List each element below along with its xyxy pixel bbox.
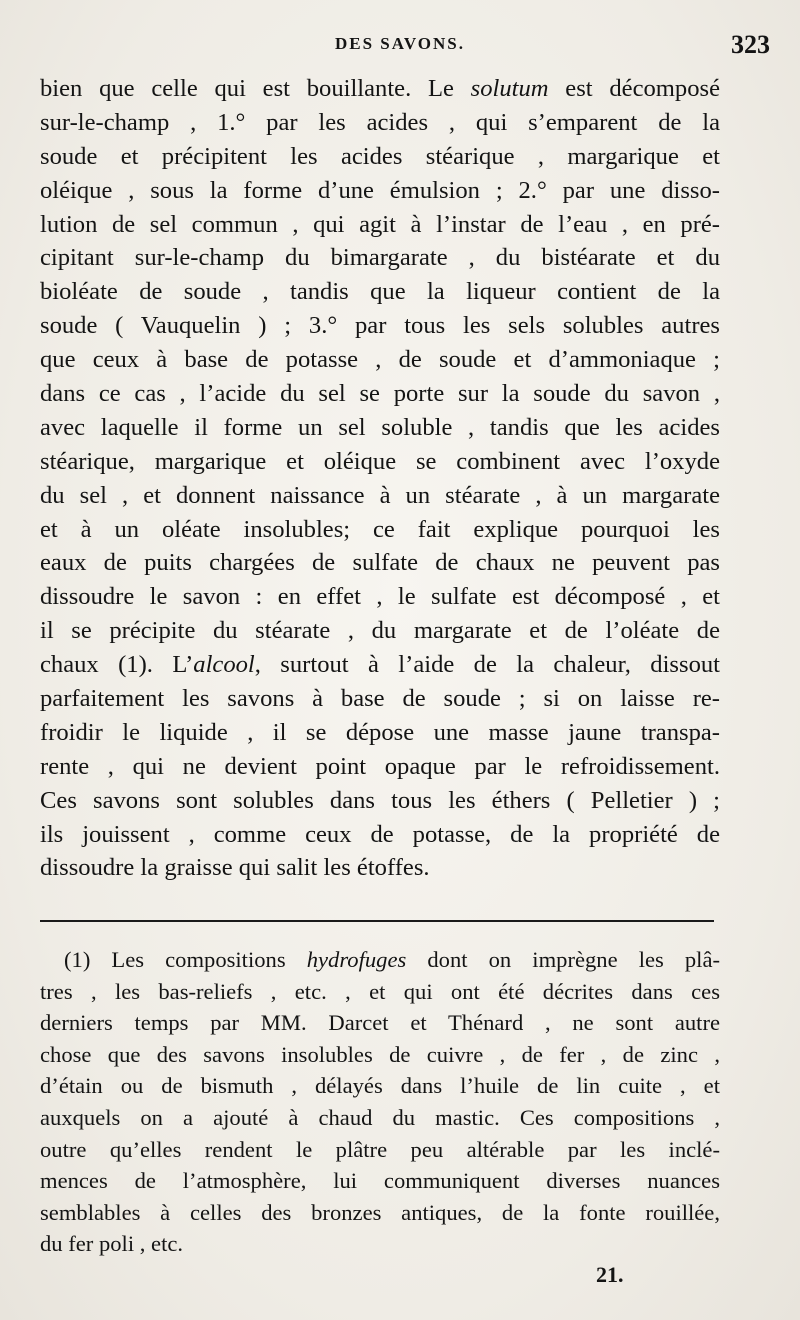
- footnote-text-segment: derniers temps par MM. Darcet et Thénard , ne sont autre: [40, 1010, 720, 1036]
- footnote-text-segment: mences de l’atmosphère, lui communiquent diverses nuances: [40, 1168, 720, 1194]
- running-title: DES SAVONS.: [334, 34, 465, 53]
- footnote-text-segment: chose que des savons insolubles de cuivre , de fer , de zinc ,: [40, 1041, 720, 1067]
- body-line: [40, 580, 720, 614]
- body-line: [40, 140, 720, 174]
- footnote-text-segment: outre qu’elles rendent le plâtre peu altérable par les inclé-: [40, 1136, 720, 1162]
- body-text-segment: dissoudre la graisse qui salit les étoffes.: [40, 854, 430, 882]
- body-line: [40, 682, 720, 716]
- body-text-segment: que ceux à base de potasse , de soude et d’ammoniaque ;: [40, 346, 720, 374]
- body-line: [40, 546, 720, 580]
- body-line: [40, 241, 720, 275]
- running-head: [0, 30, 800, 59]
- body-text-segment: soude et précipitent les acides stéarique , margarique et: [40, 142, 720, 170]
- signature-mark: 21.: [596, 1262, 624, 1287]
- footnote-text-segment: auxquels on a ajouté à chaud du mastic. Ces compositions ,: [40, 1104, 720, 1130]
- footnote-text-segment: d’étain ou de bismuth , délayés dans l’huile de lin cuite , et: [40, 1073, 720, 1099]
- body-line: [40, 275, 720, 309]
- footnote-line: [40, 1007, 720, 1039]
- body-text-segment: cipitant sur-le-champ du bimargarate , du bistéarate et du: [40, 244, 720, 272]
- body-line: [40, 513, 720, 547]
- footnote-divider: [40, 920, 714, 922]
- body-line: [40, 479, 720, 513]
- body-text-segment: eaux de puits chargées de sulfate de chaux ne peuvent pas: [40, 549, 720, 577]
- body-text-segment: , surtout à l’aide de la chaleur, dissout: [254, 651, 720, 679]
- footnote-line: [40, 1134, 720, 1166]
- body-text-segment: chaux (1). L’: [40, 651, 194, 679]
- body-line: [40, 614, 720, 648]
- body-line: [40, 818, 720, 852]
- body-text-segment: bien que celle qui est bouillante. Le: [40, 75, 471, 102]
- body-text-segment: bioléate de soude , tandis que la liqueur contient de la: [40, 278, 720, 306]
- footnote: [40, 944, 720, 1260]
- body-text-segment: soude ( Vauquelin ) ; 3.° par tous les sels solubles autres: [40, 312, 720, 340]
- body-text-segment: oléique , sous la forme d’une émulsion ; 2.° par une disso-: [40, 176, 720, 204]
- footnote-line: [40, 1228, 720, 1260]
- footnote-text-segment: semblables à celles des bronzes antiques, de la fonte rouillée,: [40, 1199, 720, 1225]
- body-text-segment: avec laquelle il forme un sel soluble , tandis que les acides: [40, 413, 720, 441]
- body-text-segment: ils jouissent , comme ceux de potasse, de la propriété de: [40, 820, 720, 848]
- body-line: [40, 72, 720, 106]
- footnote-text-segment: (1) Les compositions: [64, 947, 307, 972]
- body-line: [40, 174, 720, 208]
- footnote-line: [40, 1165, 720, 1197]
- body-italic-term: solutum: [470, 75, 549, 102]
- body-line: [40, 106, 720, 140]
- body-text-segment: froidir le liquide , il se dépose une masse jaune transpa-: [40, 718, 720, 746]
- body-text-segment: et à un oléate insolubles; ce fait explique pourquoi les: [40, 515, 720, 543]
- body-text: [40, 72, 720, 885]
- body-line: [40, 445, 720, 479]
- body-italic-term: alcool: [193, 651, 255, 679]
- body-text-segment: rente , qui ne devient point opaque par le refroidissement.: [40, 752, 720, 780]
- footnote-line: [40, 976, 720, 1008]
- footnote-text-segment: dont on imprègne les plâ-: [406, 947, 720, 972]
- body-text-segment: Ces savons sont solubles dans tous les éthers ( Pelletier ) ;: [40, 786, 720, 814]
- body-text-segment: dans ce cas , l’acide du sel se porte sur la soude du savon ,: [40, 380, 720, 408]
- body-line: [40, 343, 720, 377]
- footnote-line: [40, 1197, 720, 1229]
- body-text-segment: parfaitement les savons à base de soude ; si on laisse re-: [40, 685, 720, 713]
- body-line: [40, 648, 720, 682]
- body-text-segment: du sel , et donnent naissance à un stéarate , à un margarate: [40, 481, 720, 509]
- body-line: [40, 411, 720, 445]
- body-text-segment: est décomposé: [548, 75, 720, 102]
- body-text-segment: sur-le-champ , 1.° par les acides , qui s’emparent de la: [40, 108, 720, 136]
- footnote-line: [40, 944, 720, 976]
- footnote-text-segment: tres , les bas-reliefs , etc. , et qui ont été décrites dans ces: [40, 978, 720, 1004]
- footnote-line: [40, 1070, 720, 1102]
- body-text-segment: lution de sel commun , qui agit à l’instar de l’eau , en pré-: [40, 210, 720, 238]
- footnote-line: [40, 1102, 720, 1134]
- body-line: [40, 851, 720, 885]
- body-text-segment: dissoudre le savon : en effet , le sulfate est décomposé , et: [40, 583, 720, 611]
- body-text-segment: stéarique, margarique et oléique se combinent avec l’oxyde: [40, 447, 720, 475]
- footnote-line: [40, 1039, 720, 1071]
- body-line: [40, 716, 720, 750]
- body-line: [40, 377, 720, 411]
- footnote-italic-term: hydrofuges: [306, 947, 407, 972]
- footnote-text-segment: du fer poli , etc.: [40, 1231, 184, 1257]
- body-line: [40, 309, 720, 343]
- body-line: [40, 750, 720, 784]
- body-line: [40, 208, 720, 242]
- page-number: 323: [731, 30, 770, 59]
- body-line: [40, 784, 720, 818]
- body-text-segment: il se précipite du stéarate , du margarate et de l’oléate de: [40, 617, 720, 645]
